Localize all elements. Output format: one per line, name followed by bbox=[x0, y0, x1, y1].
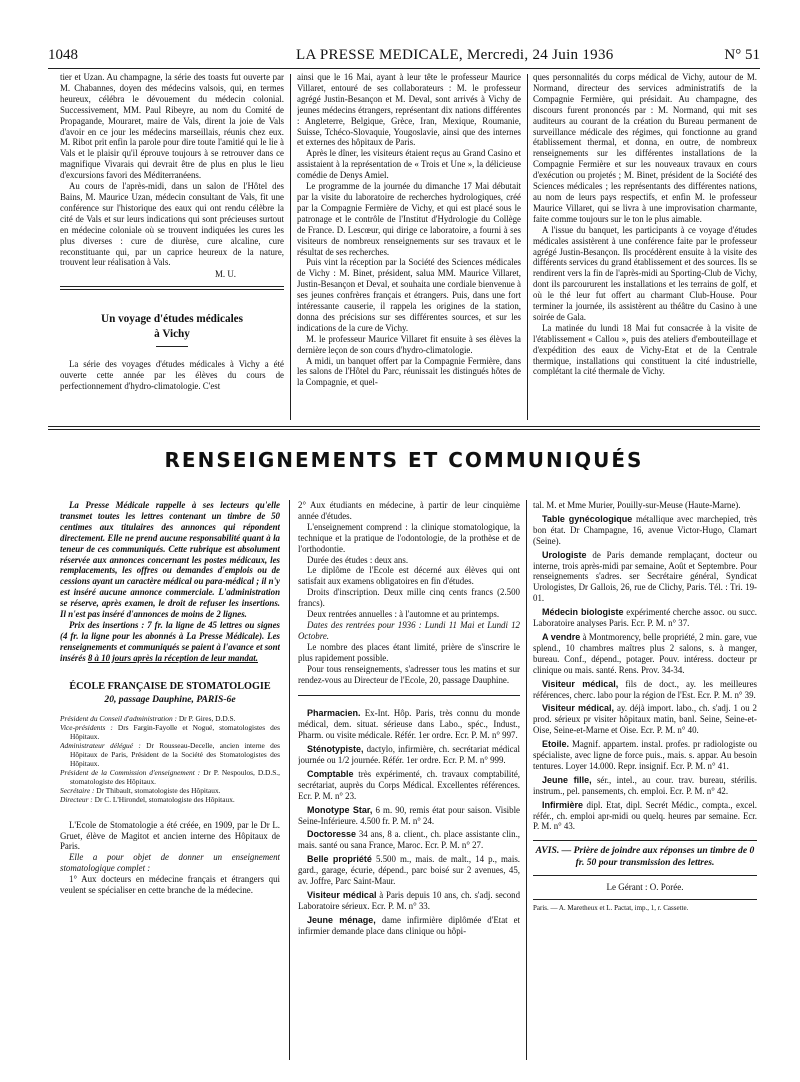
ecole-course-7: Dates des rentrées pour 1936 : Lundi 11 Mai et Lundi 12 Octobre. bbox=[298, 619, 520, 641]
column-divider bbox=[527, 74, 528, 420]
ad-text: ay. déjà import. labo., ch. s'adj. 1 ou 2 prod. sérieux pr visiter hôpitaux matin, banl. Seine, Seine-et-Oise, Seine-et-Marne et Oise. Ecr. P. M. n° 40. bbox=[533, 703, 757, 736]
staff-entry bbox=[60, 795, 280, 804]
section-rule bbox=[48, 426, 760, 427]
article-separator bbox=[60, 286, 284, 290]
deadline-text: 8 à 10 jours après la réception de leur mandat. bbox=[87, 652, 258, 663]
ecole-address: 20, passage Dauphine, PARIS-6e bbox=[104, 693, 236, 705]
ads-separator bbox=[298, 695, 520, 696]
ad-heading: Urologiste bbox=[542, 549, 587, 560]
column-divider bbox=[290, 74, 291, 420]
classified-ad bbox=[298, 890, 520, 912]
ad-heading: A vendre bbox=[542, 631, 581, 642]
ecole-course-8: Le nombre des places étant limité, prière de s'inscrire le plus rapidement possible. bbox=[298, 641, 520, 663]
notice-text: La Presse Médicale rappelle à ses lecteurs qu'elle transmet toutes les lettres contenant un timbre de 50 centimes aux titulaires des annonces qui répondent directement. Elle ne prend aucune responsabilité quant à la teneur de ces communiqués. Cette rubrique est absolument réservée aux annonces concernant les postes médicaux, les remplacements, les offres ou demandes d'emplois ou de cessions ayant un caractère médical ou para-médical ; il n'y est inséré aucune annonce commerciale. L'administration se réserve, après examen, le droit de refuser les insertions. Il n'est pas inséré d'annonces de moins de 2 lignes. bbox=[60, 500, 280, 620]
classified-ad bbox=[533, 703, 757, 736]
staff-role: Président de la Commission d'enseignement : bbox=[60, 767, 201, 777]
staff-role: Vice-présidents : bbox=[60, 722, 113, 732]
staff-entry bbox=[60, 786, 280, 795]
masthead-rule bbox=[48, 68, 760, 69]
top-column-1 bbox=[60, 72, 284, 424]
vichy-paragraph-6: A midi, un banquet offert par la Compagnie Fermière, dans les salons de l'Hôtel du Parc, réunissait les distingués hôtes de la Compagnie, et quel- bbox=[297, 355, 521, 388]
top-column-3 bbox=[533, 72, 757, 424]
ecole-body-2: Elle a pour objet de donner un enseignement stomatologique complet : bbox=[60, 852, 280, 874]
classified-ad bbox=[298, 708, 520, 741]
ad-heading: Pharmacien. bbox=[307, 708, 361, 719]
staff-name: Dr P. Nespoulos, D.D.S., stomatologiste des Hôpitaux. bbox=[70, 767, 280, 786]
masthead bbox=[48, 44, 760, 66]
ecole-course-4: Le diplôme de l'Ecole est décerné aux élèves qui ont satisfait aux examens obligatoires en fin d'études. bbox=[298, 565, 520, 587]
ad-text: de Paris demande remplaçant, docteur ou interne, trois après-midi par semaine, Août et Septembre. Pour renseignements s'adres. ser Secrétaire général, Syndicat Urologistes, Dr Gallois, 26, rue de Clichy, Paris. Tél. : Tri. 19-01. bbox=[533, 549, 757, 604]
ecole-title: ÉCOLE FRANÇAISE DE STOMATOLOGIE bbox=[69, 680, 271, 692]
ad-text: 6 m. 90, remis état pour saison. Visible Seine-Inférieure. 4.500 fr. P. M. n° 24. bbox=[298, 804, 520, 826]
staff-name: Dr C. L'Hirondel, stomatologiste des Hôpitaux. bbox=[94, 794, 235, 804]
vichy-heading-line-1: Un voyage d'études médicales bbox=[100, 313, 243, 326]
section-title: RENSEIGNEMENTS ET COMMUNIQUÉS bbox=[164, 448, 644, 472]
ad-text: dipl. Etat, dipl. Secrét Médic., compta., excel. référ., ch. emploi apr-midi ou quelq. heures par semaine. Ecr. P. M. n° 43. bbox=[533, 799, 757, 832]
vichy-paragraph-4: Puis vint la réception par la Société des Sciences médicales de Vichy : M. Binet, président, salua MM. Maurice Villaret, Justin-Besançon et Deval, et souhaita une cordiale bienvenue à ses jeunes confrères français et étrangers. Puis, dans une fort intéressante causerie, il rappela les origines de la station, donna des précisions sur ses différentes sources, et sur les indications de la cure de Vichy. bbox=[297, 257, 521, 333]
journal-title: LA PRESSE MEDICALE, Mercredi, 24 Juin 1936 bbox=[296, 47, 614, 63]
classified-ad bbox=[533, 739, 757, 772]
ad-text: expérimenté cherche assoc. ou succ. Laboratoire analyses Paris. Ecr. P. M. n° 37. bbox=[533, 607, 757, 629]
vals-paragraph-2: Au cours de l'après-midi, dans un salon de l'Hôtel des Bains, M. Maurice Uzan, médecin consultant de Vals, fit une conférence sur l'historique des eaux qui ont rendu célèbre la cité de Vals et sur leurs indications qui sont précieuses surtout en médecine coloniale où se trouvent indiquées les cures les plus diverses : cure de diurèse, cure alcaline, cure reconstituante qui, par un caprice heureux de la nature, trouvent leur réalisation à Vals. bbox=[60, 181, 284, 268]
staff-name: Dr Rousseau-Decelle, ancien interne des Hôpitaux de Paris, Président de la Société des Stomatologistes des Hôpitaux. bbox=[70, 740, 280, 768]
classified-ad bbox=[533, 514, 757, 547]
ad-text: fils de doct., ay. les meilleures références, cherc. labo pour la région de l'Est. Ecr. P. M. n° 39. bbox=[533, 678, 757, 700]
vichy-paragraph-5: M. le professeur Maurice Villaret fit ensuite à ses élèves la dernière leçon de son cours d'hydro-climatologie. bbox=[297, 333, 521, 355]
publisher-notice bbox=[60, 500, 280, 664]
ad-text: 5.500 m., mais. de malt., 14 p., mais. gard., garage, écurie, dépend., parc boisé sur 2 avenues, 45, av. Joffre, Parc Saint-Maur. bbox=[298, 854, 520, 887]
issue-number: N° 51 bbox=[724, 47, 760, 63]
staff-role: Secrétaire : bbox=[60, 785, 95, 795]
vichy-paragraph-7: ques personnalités du corps médical de Vichy, autour de M. Normand, directeur des services administratifs de la Compagnie Fermière, qui présidait. Au champagne, des discours furent prononcés par : M. Normand, qui mit ses auditeurs au courant de la création du Bureau permanent de surveillance médicale des régimes, qui fonctionne au grand établissement thermal, et donna, en outre, de nombreux renseignements sur les différentes installations de la Compagnie Fermière et sur les nouveaux travaux en cours d'exécution ou projetés ; M. Binet, président de la Société des Sciences médicales ; les représentants des différentes nations, au nom de leurs pays respectifs, et enfin M. le professeur Maurice Villaret, qui se livra à une improvisation charmante, faite comme toujours sur le ton le plus aimable. bbox=[533, 72, 757, 224]
gerant-line: Le Gérant : O. Porée. bbox=[606, 882, 684, 893]
ad-heading: Médecin biologiste bbox=[542, 607, 624, 618]
vichy-paragraph-1: ainsi que le 16 Mai, ayant à leur tête le professeur Maurice Villaret, entouré de ses collaborateurs : M. le professeur agrégé Justin-Besançon et M. Deval, sont arrivés à Vichy de jeunes médecins étrangers, représentant dix nations différentes : Angleterre, Belgique, Grèce, Iran, Mexique, Roumanie, Suisse, Tchéco-Slovaquie, Yougoslavie, ainsi que des internes et externes des hôpitaux de Paris. bbox=[297, 72, 521, 148]
classified-ad bbox=[533, 775, 757, 797]
classified-ad bbox=[298, 744, 520, 766]
ad-text: à Montmorency, belle propriété, 2 min. gare, vue splend., 10 chambres maîtres plus 2 salons, s. à manger, bureau. Conf., dépend., potager. Pouv. intéress. docteur pr clinique ou mais. santé. Rens. Prov. 34-34. bbox=[533, 631, 757, 675]
avis-notice: AVIS. — Prière de joindre aux réponses un timbre de 0 fr. 50 pour transmission des lettres. bbox=[535, 845, 755, 869]
article-signature: M. U. bbox=[215, 269, 236, 280]
ecole-body-1: L'Ecole de Stomatologie a été créée, en 1909, par le Dr L. Gruet, élève de Magitot et ancien interne des Hôpitaux de Paris. bbox=[60, 819, 280, 852]
ad-text: métallique avec marchepied, très bon état. Dr Champagne, 16, avenue Victor-Hugo, Clamart (Seine). bbox=[533, 513, 757, 546]
staff-entry bbox=[60, 768, 280, 786]
ad-heading: Doctoresse bbox=[307, 829, 357, 840]
classified-ads-middle bbox=[298, 708, 520, 936]
ad-text: sér., intel., au cour. trav. bureau, stérilis. instrum., pel. pansements, ch. emploi. Ecr. P. M. n° 42. bbox=[533, 774, 757, 796]
staff-entry bbox=[60, 723, 280, 741]
ecole-course-2: L'enseignement comprend : la clinique stomatologique, la technique et la pratique de l'odontologie, de la prothèse et de l'orthodontie. bbox=[298, 521, 520, 554]
vichy-paragraph-8: A l'issue du banquet, les participants à ce voyage d'études médicales assistèrent à une conférence faite par le professeur agrégé Justin-Besançon. Ils procédèrent ensuite à la visite des différents services du grand établissement et des sources. Ils se rendirent vers la fin de l'après-midi au Sporting-Club de Vichy, dont ils parcoururent les installations et les terrains de golf, et où le thé leur fut offert au charmant Club-House. Pour terminer la journée, ils assistèrent au théâtre du Casino à une soirée de Gala. bbox=[533, 224, 757, 322]
classified-ad bbox=[533, 550, 757, 605]
classified-ad bbox=[298, 854, 520, 887]
classified-ad bbox=[298, 769, 520, 802]
classified-ad bbox=[298, 829, 520, 851]
ad-text: Magnif. appartem. instal. profes. pr radiologiste ou spécialiste, avec ligne de force puis., mais. s. appar. Au besoin tentures. Loyer 14.000. Repr. insignif. Ecr. P. M. n° 41. bbox=[533, 739, 757, 771]
classified-ad bbox=[298, 915, 520, 937]
notice-prices bbox=[60, 620, 280, 664]
ad-heading: Visiteur médical, bbox=[542, 703, 615, 714]
vichy-paragraph-9: La matinée du lundi 18 Mai fut consacrée à la visite de l'établissement « Callou », puis des ateliers d'embouteillage et d'expédition des eaux de Vichy-Etat et de la Centrale thermique, installations qui constituent la cité industrielle, complétant la cité thermale de Vichy. bbox=[533, 322, 757, 377]
column-divider bbox=[526, 500, 527, 1060]
staff-role: Président du Conseil d'administration : bbox=[60, 713, 177, 723]
ad-text: Ex-Int. Hôp. Paris, très connu du monde médical, dem. situat. sérieuse dans Labo., spéc., Indust., Pharm. ou visite médicale. Référ. 1er ordre. Ecr. P. M. n° 997. bbox=[298, 708, 520, 741]
bottom-column-3 bbox=[533, 500, 757, 1060]
page-number: 1048 bbox=[48, 47, 78, 63]
ad-heading: Jeune ménage, bbox=[307, 914, 376, 925]
ad-heading: Monotype Star, bbox=[307, 804, 373, 815]
ad-heading: Visiteur médical, bbox=[542, 678, 619, 689]
staff-entry bbox=[60, 714, 280, 723]
printer-line: Paris. — A. Maretheux et L. Pactat, imp., 1, r. Cassette. bbox=[533, 904, 689, 913]
classified-ad bbox=[298, 805, 520, 827]
vals-paragraph-1: tier et Uzan. Au champagne, la série des toasts fut ouverte par M. Chabannes, doyen des médecins valsois, qui, en termes heureux, célébra le dévouement du médecin colonial. Successivement, MM. Paul Ribeyre, au nom du Comité de Propagande, Mouraret, maire de Vals, dirent la joie de Vals d'avoir en ce jour les médecins marseillais, réunis chez eux. M. Ribot prit enfin la parole pour dire toute l'amitié qui le lie à Vals et le plaisir qu'il éprouve toujours à se retrouver dans ce magnifique Vivarais qui devrait être de plus en plus le lieu d'excursions favori des Méditerranéens. bbox=[60, 72, 284, 181]
top-column-2 bbox=[297, 72, 521, 424]
prices-text: Prix des insertions : 7 fr. la ligne de 45 lettres ou signes (4 fr. la ligne pour les abonnés à La Presse Médicale). Les renseignements et communiqués se paient à l'avance et sont insérés bbox=[60, 619, 280, 663]
staff-name: Drs Fargin-Fayolle et Nogué, stomatologistes des Hôpitaux. bbox=[70, 722, 280, 741]
staff-name: Dr P. Gires, D.D.S. bbox=[178, 713, 236, 723]
staff-name: Dr Thibault, stomatologiste des Hôpitaux. bbox=[96, 785, 221, 795]
ad-heading: Infirmière bbox=[542, 799, 584, 810]
ad-heading: Table gynécologique bbox=[542, 513, 633, 524]
ad-heading: Belle propriété bbox=[307, 854, 372, 865]
classified-ads-right bbox=[533, 500, 757, 832]
ad-heading: Jeune fille, bbox=[542, 774, 592, 785]
classified-ad-continued: tal. M. et Mme Murier, Pouilly-sur-Meuse (Haute-Marne). bbox=[533, 500, 741, 510]
vichy-paragraph-3: Le programme de la journée du dimanche 17 Mai débutait par la visite du laboratoire de recherches hydrologiques, créé par la Compagnie Fermière de Vichy, et qui est placé sous le patronage et le contrôle de l'Institut d'Hydrologie du Collège de France. D. Lescœur, qui dirige ce laboratoire, a fourni à ses visiteurs de nombreux renseignements sur ses travaux et le résultat de ses recherches. bbox=[297, 181, 521, 257]
classified-ad bbox=[533, 607, 757, 629]
ad-heading: Visiteur médical bbox=[307, 890, 377, 900]
ecole-course-3: Durée des études : deux ans. bbox=[307, 554, 409, 565]
avis-separator bbox=[533, 840, 757, 841]
ad-text: dactylo, infirmière, ch. secrétariat médical journée ou 1/2 journée. Référ. 1er ordre. Ecr. P. M. n° 999. bbox=[298, 744, 520, 766]
column-divider bbox=[289, 500, 290, 1060]
ecole-course-6: Deux rentrées annuelles : à l'automne et au printemps. bbox=[307, 609, 500, 620]
classified-ad bbox=[533, 632, 757, 676]
staff-entry bbox=[60, 741, 280, 768]
ecole-course-1: 2° Aux étudiants en médecine, à partir de leur cinquième année d'études. bbox=[298, 500, 520, 521]
ad-text: à Paris depuis 10 ans, ch. s'adj. second Laboratoire sérieux. Ecr. P. M. n° 33. bbox=[298, 890, 520, 911]
ad-heading: Etoile. bbox=[542, 739, 570, 750]
ad-heading: Sténotypiste, bbox=[307, 744, 364, 755]
ad-text: très expérimenté, ch. travaux comptabilité, secrétariat, auprès du Corps Médical. Excellentes références. Ecr. P. M. n° 23. bbox=[298, 768, 520, 801]
classified-ad bbox=[533, 679, 757, 701]
classified-ad bbox=[533, 800, 757, 833]
ecole-course-9: Pour tous renseignements, s'adresser tous les matins et sur rendez-vous au Directeur de l'Ecole, 20, passage Dauphine. bbox=[298, 663, 520, 685]
printer-separator bbox=[533, 899, 757, 900]
section-rule bbox=[48, 429, 760, 430]
bottom-column-1 bbox=[60, 500, 280, 1020]
bottom-column-2 bbox=[298, 500, 520, 1060]
ecole-course-5: Droits d'inscription. Deux mille cinq cents francs (2.500 francs). bbox=[298, 587, 520, 609]
ad-heading: Comptable bbox=[307, 768, 354, 779]
ad-text: 34 ans, 8 a. client., ch. place assistante clin., mais. santé ou sana France, Maroc. Ecr. P. M. n° 27. bbox=[298, 829, 520, 851]
vichy-heading-line-2: à Vichy bbox=[154, 328, 190, 341]
vichy-intro: La série des voyages d'études médicales à Vichy a été ouverte cette année par les élèves du cours de perfectionnement d'hydro-climatologie. C'est bbox=[60, 359, 284, 392]
ecole-staff-list bbox=[60, 714, 280, 804]
ad-text: dame infirmière diplômée d'Etat et infirmier demande place dans clinique ou hôpi- bbox=[298, 914, 520, 936]
ecole-body-3: 1° Aux docteurs en médecine français et étrangers qui veulent se spécialiser en cette branche de la médecine. bbox=[60, 874, 280, 896]
vichy-paragraph-2: Après le dîner, les visiteurs étaient reçus au Grand Casino et assistaient à la représentation de « Trois et Une », la délicieuse comédie de Denys Amiel. bbox=[297, 148, 521, 181]
staff-role: Directeur : bbox=[60, 794, 93, 804]
staff-role: Administrateur délégué : bbox=[60, 740, 141, 750]
gerant-separator bbox=[533, 875, 757, 876]
heading-underline bbox=[156, 346, 188, 347]
